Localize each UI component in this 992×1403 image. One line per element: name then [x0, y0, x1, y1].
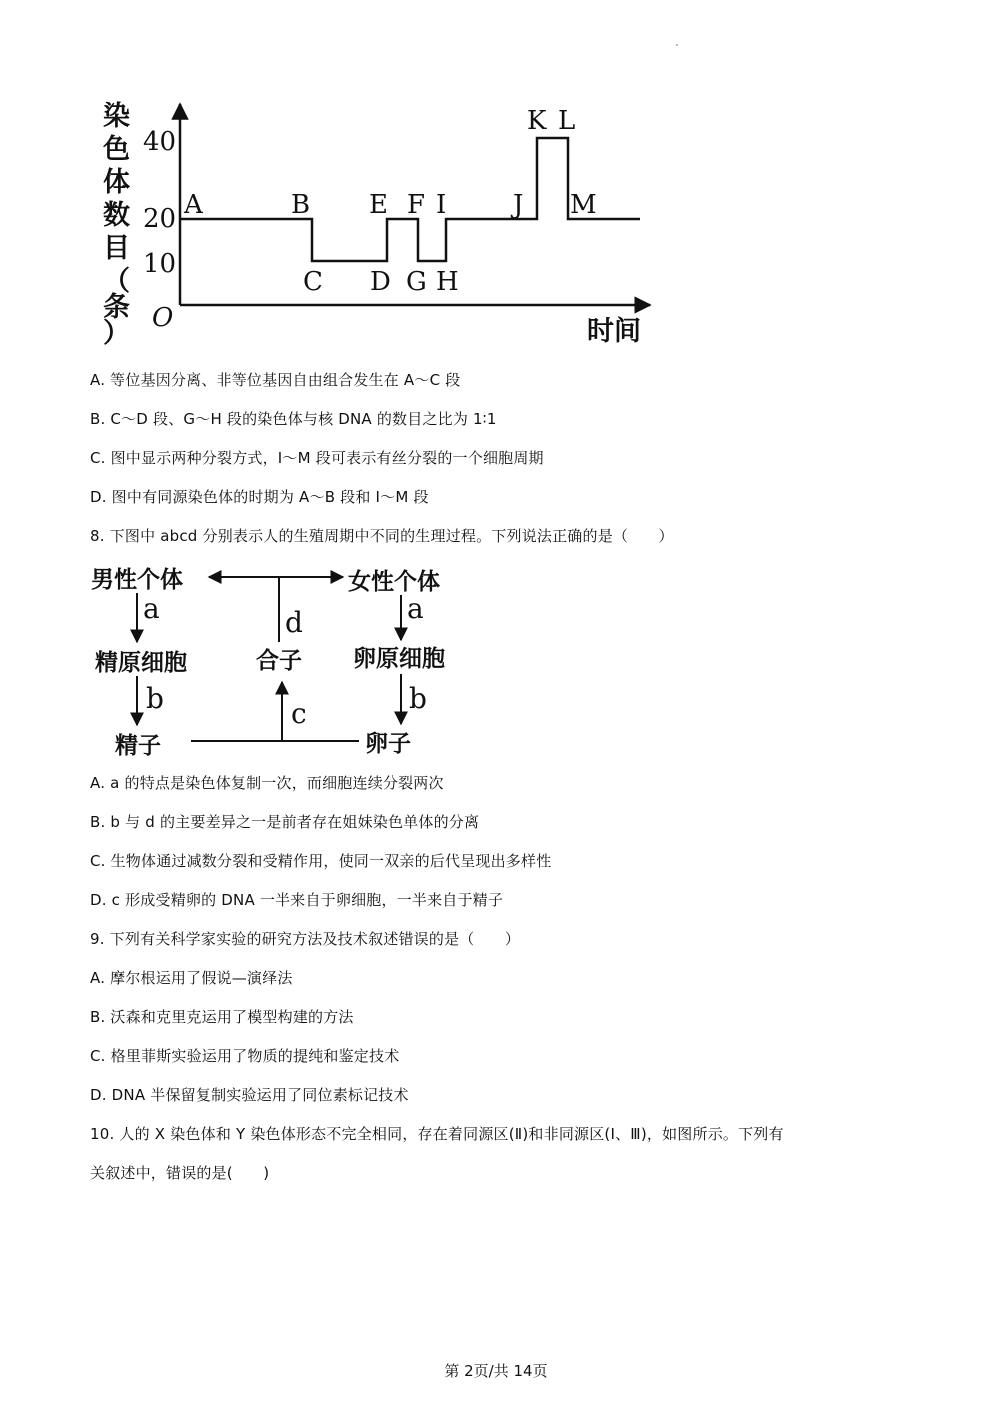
point-label-g: G: [406, 267, 427, 297]
female-individual-label: 女性个体: [348, 569, 440, 595]
q7-option-d: D. 图中有同源染色体的时期为 A～B 段和 I～M 段: [90, 488, 429, 506]
y-label-char: ）: [103, 318, 130, 349]
y-label-char: 体: [103, 167, 130, 198]
zygote-label: 合子: [256, 648, 302, 674]
q8-option-d: D. c 形成受精卵的 DNA 一半来自于卵细胞，一半来自于精子: [90, 891, 504, 909]
process-a-left: a: [143, 592, 160, 625]
y-label-char: （: [103, 266, 130, 297]
origin-label: O: [152, 303, 174, 333]
spermatogonia-label: 精原细胞: [95, 650, 187, 676]
q7-option-a: A. 等位基因分离、非等位基因自由组合发生在 A～C 段: [90, 371, 461, 389]
male-individual-label: 男性个体: [91, 567, 183, 593]
q10-stem-line2: 关叙述中，错误的是( ): [90, 1164, 270, 1182]
point-label-h: H: [436, 267, 459, 297]
q8-option-b: B. b 与 d 的主要差异之一是前者存在姐妹染色单体的分离: [90, 813, 480, 831]
point-label-k: K: [527, 106, 547, 136]
q7-option-c: C. 图中显示两种分裂方式，I～M 段可表示有丝分裂的一个细胞周期: [90, 449, 544, 467]
y-label-char: 条: [103, 292, 130, 323]
point-label-l: L: [558, 106, 576, 136]
process-c: c: [291, 697, 307, 730]
q8-option-a: A. a 的特点是染色体复制一次，而细胞连续分裂两次: [90, 774, 444, 792]
q8-option-c: C. 生物体通过减数分裂和受精作用，使同一双亲的后代呈现出多样性: [90, 852, 552, 870]
point-label-d: D: [370, 267, 391, 297]
q8-stem: 8. 下图中 abcd 分别表示人的生殖周期中不同的生理过程。下列说法正确的是（ ）: [90, 527, 674, 545]
q10-stem-line1: 10. 人的 X 染色体和 Y 染色体形态不完全相同，存在着同源区(Ⅱ)和非同源区(Ⅰ、Ⅲ)，如图所示。下列有: [90, 1125, 784, 1143]
page-footer: 第 2页/共 14页: [444, 1362, 548, 1380]
point-label-e: E: [369, 190, 388, 220]
point-label-i: I: [436, 190, 447, 220]
point-label-m: M: [570, 190, 597, 220]
chromosome-chart: [0, 0, 992, 360]
y-label-char: 数: [103, 200, 130, 231]
y-tick-10: 10: [143, 249, 177, 279]
q7-option-b: B. C～D 段、G～H 段的染色体与核 DNA 的数目之比为 1∶1: [90, 410, 497, 428]
process-d: d: [285, 606, 303, 639]
q9-option-c: C. 格里菲斯实验运用了物质的提纯和鉴定技术: [90, 1047, 400, 1065]
point-label-b: B: [291, 190, 311, 220]
q9-option-b: B. 沃森和克里克运用了模型构建的方法: [90, 1008, 354, 1026]
egg-label: 卵子: [365, 731, 411, 757]
y-tick-40: 40: [143, 127, 177, 157]
process-b-right: b: [409, 682, 427, 715]
y-tick-20: 20: [143, 204, 177, 234]
x-axis-label: 时间: [587, 316, 641, 347]
y-label-char: 色: [103, 134, 130, 165]
q9-stem: 9. 下列有关科学家实验的研究方法及技术叙述错误的是（ ）: [90, 930, 521, 948]
y-label-char: 染: [103, 101, 130, 132]
point-label-j: J: [513, 190, 524, 220]
point-label-c: C: [303, 267, 323, 297]
point-label-f: F: [407, 190, 426, 220]
point-label-a: A: [184, 190, 203, 220]
process-a-right: a: [407, 592, 424, 625]
oogonia-label: 卵原细胞: [353, 646, 445, 672]
process-b-left: b: [146, 682, 164, 715]
q9-option-a: A. 摩尔根运用了假说—演绎法: [90, 969, 293, 987]
sperm-label: 精子: [115, 733, 161, 759]
reproduction-cycle-diagram: [85, 560, 605, 770]
q9-option-d: D. DNA 半保留复制实验运用了同位素标记技术: [90, 1086, 409, 1104]
y-label-char: 目: [103, 233, 130, 264]
